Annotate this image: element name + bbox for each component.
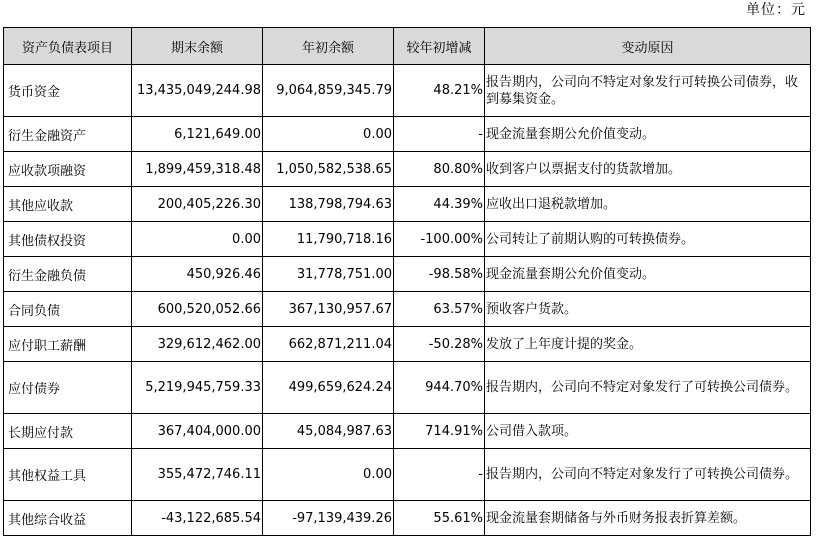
- table-row: [4, 292, 811, 327]
- table-row: [4, 327, 811, 362]
- unit-label: 单位：元: [746, 2, 806, 18]
- cell-change: 55.61%: [394, 501, 485, 536]
- cell-item: 应付债券: [4, 362, 132, 414]
- cell-reason: 收到客户以票据支付的货款增加。: [485, 152, 811, 187]
- cell-change: 48.21%: [394, 65, 485, 117]
- cell-reason: 报告期内，公司向不特定对象发行了可转换公司债券。: [485, 449, 811, 501]
- cell-end-balance: -43,122,685.54: [132, 501, 263, 536]
- cell-item: 货币资金: [4, 65, 132, 117]
- cell-begin-balance: 31,778,751.00: [263, 257, 394, 292]
- cell-reason: 报告期内，公司向不特定对象发行了可转换公司债券。: [485, 362, 811, 414]
- cell-begin-balance: 499,659,624.24: [263, 362, 394, 414]
- cell-reason: 现金流量套期储备与外币财务报表折算差额。: [485, 501, 811, 536]
- cell-end-balance: 5,219,945,759.33: [132, 362, 263, 414]
- cell-end-balance: 355,472,746.11: [132, 449, 263, 501]
- cell-item: 其他综合收益: [4, 501, 132, 536]
- cell-begin-balance: 138,798,794.63: [263, 187, 394, 222]
- header-change: 较年初增减: [394, 28, 485, 65]
- cell-reason: 现金流量套期公允价值变动。: [485, 117, 811, 152]
- header-begin-balance: 年初余额: [263, 28, 394, 65]
- cell-item: 应收款项融资: [4, 152, 132, 187]
- cell-reason: 报告期内，公司向不特定对象发行可转换公司债券，收到募集资金。: [485, 65, 811, 117]
- cell-end-balance: 600,520,052.66: [132, 292, 263, 327]
- cell-end-balance: 13,435,049,244.98: [132, 65, 263, 117]
- cell-reason: 预收客户货款。: [485, 292, 811, 327]
- cell-end-balance: 200,405,226.30: [132, 187, 263, 222]
- cell-change: 63.57%: [394, 292, 485, 327]
- cell-reason: 公司借入款项。: [485, 414, 811, 449]
- header-end-balance: 期末余额: [132, 28, 263, 65]
- header-item: 资产负债表项目: [4, 28, 132, 65]
- table-row: [4, 117, 811, 152]
- cell-item: 其他权益工具: [4, 449, 132, 501]
- cell-change: 44.39%: [394, 187, 485, 222]
- cell-begin-balance: 0.00: [263, 449, 394, 501]
- cell-item: 其他应收款: [4, 187, 132, 222]
- cell-change: -50.28%: [394, 327, 485, 362]
- cell-end-balance: 6,121,649.00: [132, 117, 263, 152]
- cell-reason: 应收出口退税款增加。: [485, 187, 811, 222]
- cell-change: 944.70%: [394, 362, 485, 414]
- cell-end-balance: 0.00: [132, 222, 263, 257]
- cell-end-balance: 329,612,462.00: [132, 327, 263, 362]
- table-row: [4, 222, 811, 257]
- cell-begin-balance: 1,050,582,538.65: [263, 152, 394, 187]
- balance-sheet-changes-table: [3, 27, 811, 536]
- table-row: [4, 362, 811, 414]
- cell-item: 衍生金融资产: [4, 117, 132, 152]
- table-row: [4, 65, 811, 117]
- cell-reason: 公司转让了前期认购的可转换债券。: [485, 222, 811, 257]
- cell-change: -100.00%: [394, 222, 485, 257]
- cell-change: 714.91%: [394, 414, 485, 449]
- cell-reason: 现金流量套期公允价值变动。: [485, 257, 811, 292]
- table-row: [4, 187, 811, 222]
- cell-item: 衍生金融负债: [4, 257, 132, 292]
- cell-item: 应付职工薪酬: [4, 327, 132, 362]
- cell-item: 合同负债: [4, 292, 132, 327]
- cell-end-balance: 367,404,000.00: [132, 414, 263, 449]
- table-row: [4, 449, 811, 501]
- cell-change: 80.80%: [394, 152, 485, 187]
- cell-end-balance: 1,899,459,318.48: [132, 152, 263, 187]
- table-header-row: [4, 28, 811, 65]
- cell-change: -: [394, 117, 485, 152]
- cell-begin-balance: 662,871,211.04: [263, 327, 394, 362]
- table-row: [4, 152, 811, 187]
- cell-begin-balance: 0.00: [263, 117, 394, 152]
- cell-item: 其他债权投资: [4, 222, 132, 257]
- cell-begin-balance: 11,790,718.16: [263, 222, 394, 257]
- cell-change: -: [394, 449, 485, 501]
- cell-begin-balance: 9,064,859,345.79: [263, 65, 394, 117]
- table-row: [4, 501, 811, 536]
- cell-begin-balance: 367,130,957.67: [263, 292, 394, 327]
- cell-reason: 发放了上年度计提的奖金。: [485, 327, 811, 362]
- cell-begin-balance: -97,139,439.26: [263, 501, 394, 536]
- cell-item: 长期应付款: [4, 414, 132, 449]
- cell-begin-balance: 45,084,987.63: [263, 414, 394, 449]
- header-reason: 变动原因: [485, 28, 811, 65]
- table-row: [4, 414, 811, 449]
- cell-end-balance: 450,926.46: [132, 257, 263, 292]
- cell-change: -98.58%: [394, 257, 485, 292]
- table-row: [4, 257, 811, 292]
